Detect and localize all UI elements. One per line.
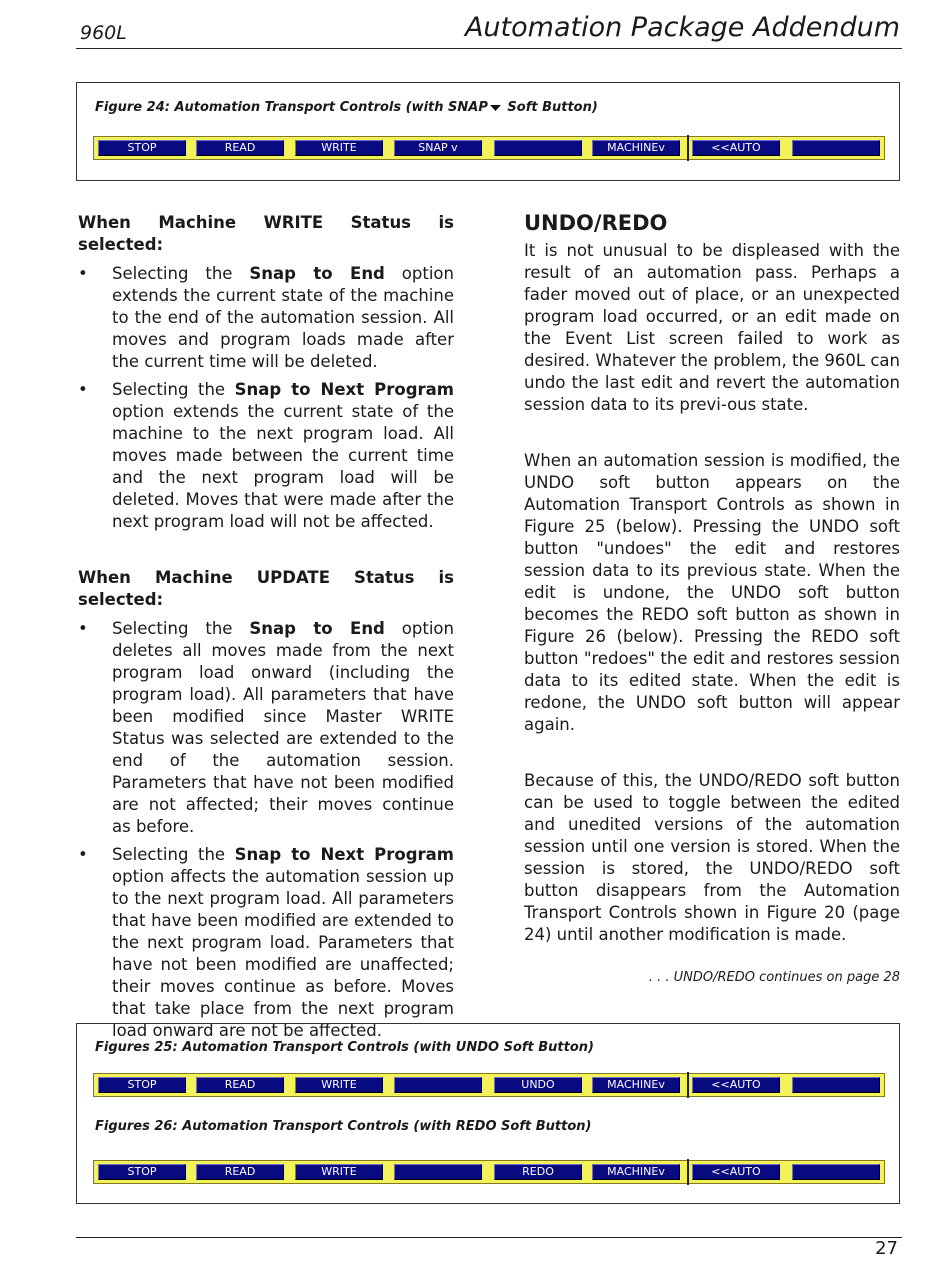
bar-divider <box>687 1159 689 1185</box>
blank-end-button[interactable] <box>792 1164 880 1180</box>
read-button[interactable]: READ <box>196 1164 284 1180</box>
bullet-dot: • <box>78 380 88 399</box>
auto-button[interactable]: <<AUTO <box>692 140 780 156</box>
bullet-text: option extends the current state of the machine to the next program load. All moves made between the current time and the next program load will be deleted. Moves that were made after the next program load will not be affected. <box>112 402 454 531</box>
bullet-dot: • <box>78 264 88 283</box>
bullet-text: option deletes all moves made from the next program load onward (including the program load). All parameters that have been modified since Master WRITE Status was selected are extended to the end of the automation session. Parameters that have not been modified are not affected; their moves continue as before. <box>112 619 454 836</box>
bullet-bold: Snap to End <box>249 264 385 283</box>
transport-bar-fig25 <box>93 1073 885 1097</box>
write-bullet-1 <box>78 263 454 373</box>
bullet-text: Selecting the <box>112 264 250 283</box>
undo-button[interactable]: UNDO <box>494 1077 582 1093</box>
blank-end-button[interactable] <box>792 1077 880 1093</box>
bullet-bold: Snap to End <box>249 619 385 638</box>
stop-button[interactable]: STOP <box>98 140 186 156</box>
update-status-heading: When Machine UPDATE Status is selected: <box>78 568 454 609</box>
machine-button[interactable]: MACHINEv <box>592 1077 680 1093</box>
blank-soft-button[interactable] <box>494 140 582 156</box>
stop-button[interactable]: STOP <box>98 1164 186 1180</box>
auto-button[interactable]: <<AUTO <box>692 1164 780 1180</box>
blank-soft-button[interactable] <box>394 1164 482 1180</box>
figure-26-caption: Figures 26: Automation Transport Controls (with REDO Soft Button) <box>95 1119 592 1134</box>
blank-soft-button[interactable] <box>394 1077 482 1093</box>
write-bullet-2 <box>78 379 454 533</box>
bar-divider <box>687 135 689 161</box>
footer-rule <box>76 1237 902 1238</box>
write-button[interactable]: WRITE <box>295 1077 383 1093</box>
figure-24-caption-text: Figure 24: Automation Transport Controls (with SNAP <box>95 100 488 115</box>
blank-end-button[interactable] <box>792 140 880 156</box>
page-number: 27 <box>875 1238 898 1259</box>
undo-paragraph-1: It is not unusual to be displeased with the result of an automation pass. Perhaps a fader moved out of place, or an unexpected program load occurred, or an edit made on the Event List screen failed to work as desired. Whatever the problem, the 960L can undo the last edit and revert the automation session data to its previ-ous state. <box>524 241 900 414</box>
bar-divider <box>687 1072 689 1098</box>
snap-button[interactable]: SNAP v <box>394 140 482 156</box>
figure-25-caption: Figures 25: Automation Transport Controls (with UNDO Soft Button) <box>95 1040 594 1055</box>
write-status-heading: When Machine WRITE Status is selected: <box>78 213 454 254</box>
bullet-dot: • <box>78 619 88 638</box>
figure-24 <box>76 82 900 181</box>
header-model: 960L <box>80 22 127 44</box>
bullet-text: Selecting the <box>112 380 235 399</box>
update-bullet-1 <box>78 618 454 838</box>
auto-button[interactable]: <<AUTO <box>692 1077 780 1093</box>
figures-25-26 <box>76 1023 900 1204</box>
write-button[interactable]: WRITE <box>295 1164 383 1180</box>
transport-bar-fig26 <box>93 1160 885 1184</box>
undo-paragraph-3: Because of this, the UNDO/REDO soft button can be used to toggle between the edited and unedited versions of the automation session until one version is stored. When the session is stored, the UNDO/REDO soft button disappears from the Automation Transport Controls shown in Figure 20 (page 24) until another modification is made. <box>524 771 900 944</box>
redo-button[interactable]: REDO <box>494 1164 582 1180</box>
figure-24-caption-suffix: Soft Button) <box>502 100 598 115</box>
header-title: Automation Package Addendum <box>464 12 900 43</box>
transport-bar-fig24 <box>93 136 885 160</box>
bullet-text: option affects the automation session up to the next program load. All parameters that have been modified are extended to the next program load. Parameters that have not been modified are unaffected; their moves continue as before. Moves that take place from the next program load onward are not be affected. <box>112 867 454 1040</box>
bullet-bold: Snap to Next Program <box>234 380 454 399</box>
left-column <box>78 212 454 1042</box>
stop-button[interactable]: STOP <box>98 1077 186 1093</box>
bullet-text: Selecting the <box>112 845 235 864</box>
bullet-text: option extends the current state of the machine to the end of the automation session. All moves and program loads made after the current time will be deleted. <box>112 264 454 371</box>
right-column <box>524 212 900 946</box>
bullet-bold: Snap to Next Program <box>234 845 454 864</box>
read-button[interactable]: READ <box>196 140 284 156</box>
continues-note: . . . UNDO/REDO continues on page 28 <box>648 970 900 985</box>
machine-button[interactable]: MACHINEv <box>592 1164 680 1180</box>
read-button[interactable]: READ <box>196 1077 284 1093</box>
undo-redo-heading: UNDO/REDO <box>524 211 668 235</box>
update-bullet-2 <box>78 844 454 1042</box>
undo-paragraph-2: When an automation session is modified, the UNDO soft button appears on the Automation Transport Controls as shown in Figure 25 (below). Pressing the UNDO soft button "undoes" the edit and restores session data to its previous state. When the edit is undone, the UNDO soft button becomes the REDO soft button as shown in Figure 26 (below). Pressing the REDO soft button "redoes" the edit and restores session data to its edited state. When the edit is redone, the UNDO soft button will appear again. <box>524 451 900 734</box>
write-button[interactable]: WRITE <box>295 140 383 156</box>
bullet-dot: • <box>78 845 88 864</box>
caret-down-icon <box>490 104 501 112</box>
bullet-text: Selecting the <box>112 619 250 638</box>
figure-24-caption <box>95 100 598 115</box>
machine-button[interactable]: MACHINEv <box>592 140 680 156</box>
header-rule <box>76 48 902 49</box>
